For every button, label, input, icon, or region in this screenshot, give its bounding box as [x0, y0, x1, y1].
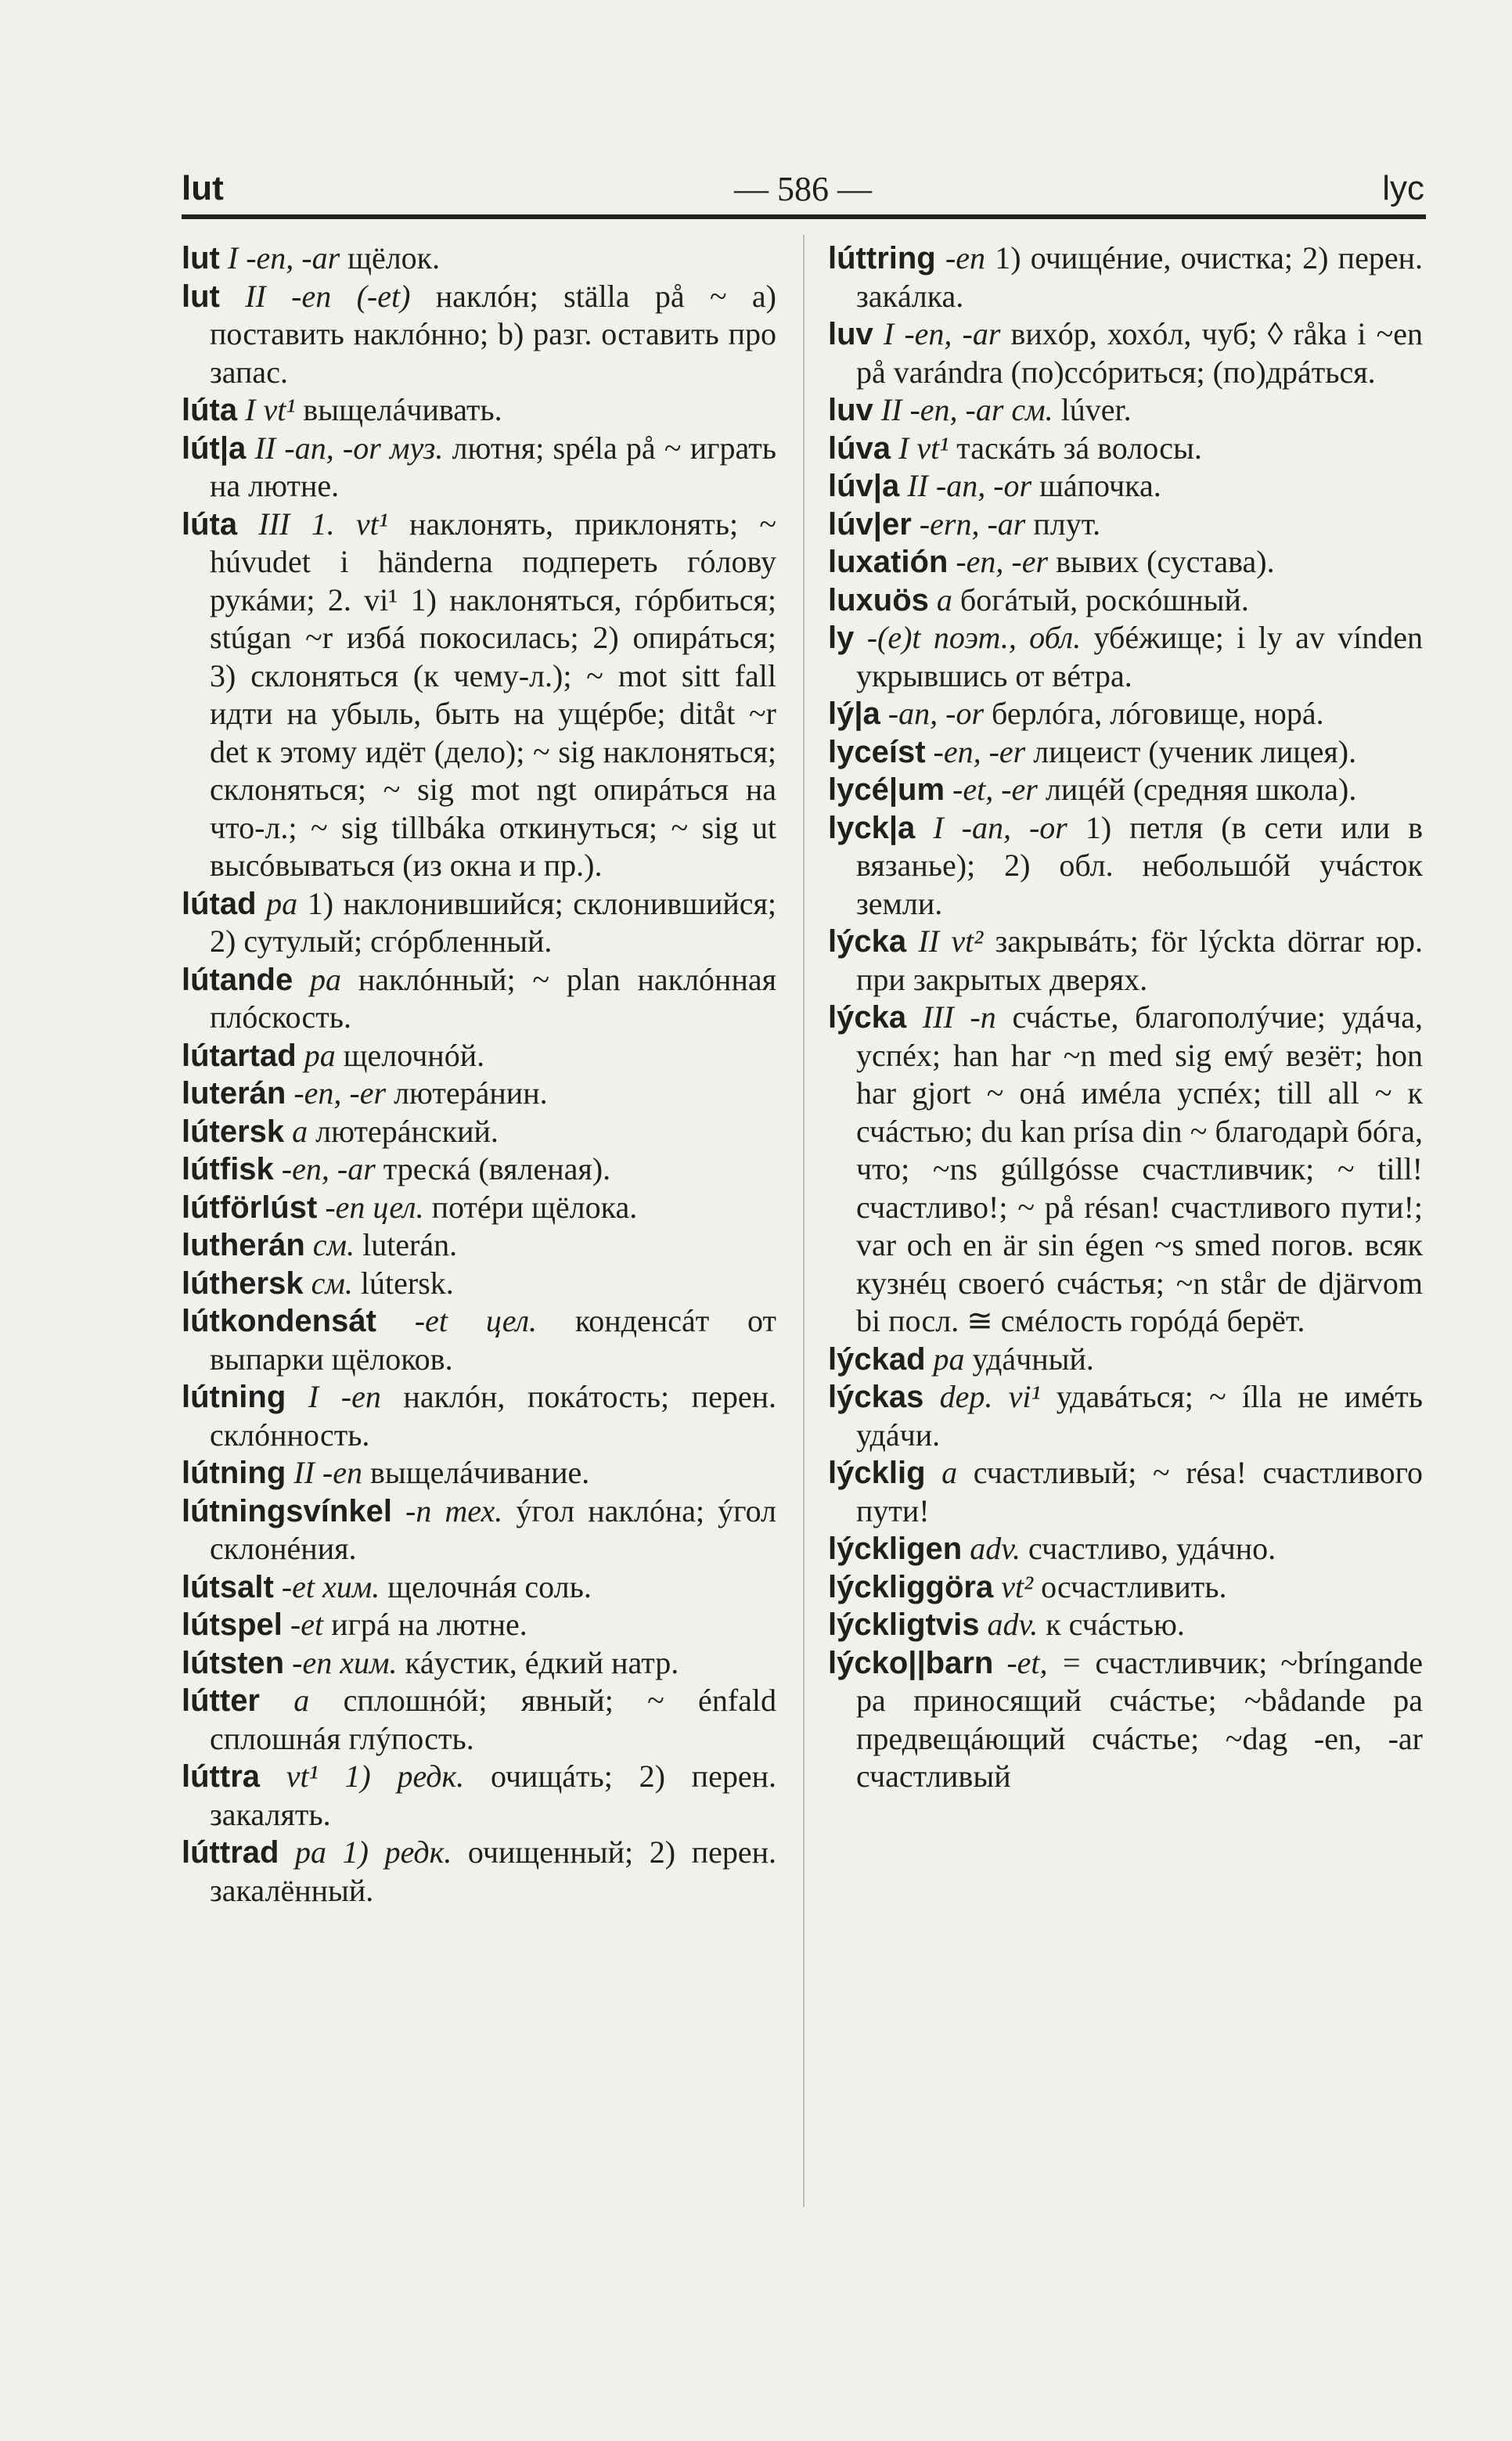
entry-grammar: -en цел. [325, 1189, 424, 1225]
entry-definition: щёлок. [347, 240, 441, 275]
entry-definition: очищáть; 2) перен. закалять. [210, 1759, 776, 1832]
entry-grammar: adv. [987, 1607, 1039, 1642]
entry-definition: игрá на лютне. [331, 1607, 527, 1642]
entry-grammar: -et, = [1006, 1644, 1082, 1680]
entry-headword: lyceíst [828, 734, 926, 769]
dictionary-entry [182, 430, 776, 506]
entry-grammar: III -n [922, 999, 996, 1035]
entry-definition: конденсáт от выпарки щёлоков. [210, 1303, 776, 1377]
entry-grammar: -et хим. [281, 1568, 380, 1604]
dictionary-entry [182, 1606, 776, 1644]
dictionary-entry [182, 1265, 776, 1303]
entry-headword: lútad [182, 886, 257, 921]
entry-grammar: II -en (-et) [245, 278, 411, 314]
dictionary-entry [828, 809, 1423, 923]
entry-grammar: см. [311, 1265, 353, 1301]
entry-headword: luv [828, 393, 873, 427]
dictionary-entry [182, 1037, 776, 1075]
dictionary-entry [182, 506, 776, 885]
entry-headword: lýckligen [828, 1532, 963, 1566]
entry-definition: щелочнáя соль. [387, 1568, 592, 1604]
entry-definition: осчастливить. [1041, 1568, 1227, 1604]
entry-definition: наклонять, приклонять; ~ húvudet i händerna подпереть гóлову рукáми; 2. vi¹ 1) наклоняться, гóрбиться; stúgan ~r избá покосилась; 2) опирáться; 3) склоняться (к чему-л.); ~ mot sitt fall идти на убыль, быть на ущéрбе; ditåt ~r det к этому идёт (дело); ~ sig наклоняться; склоняться; ~ sig mot ngt опирáться на что-л.; ~ sig tillbáka откинуться; ~ sig ut высóвываться (из окна и пр.). [210, 506, 776, 883]
entry-definition: лицеист (ученик лицея). [1033, 733, 1357, 769]
entry-definition: убéжище; i ly av vínden укрывшись от вéтра. [856, 620, 1424, 693]
dictionary-entry [828, 467, 1423, 506]
entry-grammar: vt² [1001, 1568, 1034, 1604]
entry-headword: lúva [828, 430, 891, 466]
entry-definition: lútersk. [360, 1265, 454, 1301]
entry-grammar: -et, -er [952, 772, 1038, 807]
entry-definition: счастливчик; ~bríngande pa приносящий счáстье; ~bådande pa предвещáющий счáстье; ~dag -en, -ar счастливый [856, 1644, 1423, 1794]
dictionary-entry [828, 1606, 1423, 1644]
dictionary-entry [828, 430, 1423, 468]
entry-headword: lúthersk [182, 1266, 304, 1301]
entry-definition: закрывáть; för lýckta dörrar юр. при закрытых дверях. [856, 923, 1423, 997]
entry-headword: lútsalt [182, 1569, 274, 1604]
entry-grammar: -en, -er [293, 1075, 387, 1111]
entry-definition: к счáстью. [1046, 1607, 1185, 1642]
entry-headword: lýckligtvis [828, 1608, 980, 1642]
entry-grammar: -an, -or [887, 696, 985, 731]
entry-definition: лютня; spéla på ~ играть на лютне. [210, 430, 776, 503]
dictionary-entry [828, 771, 1423, 809]
entry-headword: lýcka [828, 1000, 907, 1035]
dictionary-entry [182, 391, 776, 430]
entry-grammar: a [941, 1455, 958, 1490]
entry-headword: ly [828, 621, 855, 655]
entry-definition: счастливый; ~ résa! счастливого пути! [856, 1455, 1423, 1528]
dictionary-entry [182, 1150, 776, 1189]
entry-definition: наклóн; ställa på ~ а) поставить наклóнно; b) разг. оставить про запас. [210, 278, 776, 390]
entry-definition: счастливо, удáчно. [1028, 1531, 1276, 1566]
entry-grammar: I -en, -ar [227, 240, 340, 275]
entry-grammar: III 1. vt¹ [258, 506, 388, 542]
dictionary-entry [828, 506, 1423, 544]
entry-headword: lútande [182, 962, 293, 997]
entry-headword: lútningsvínkel [182, 1493, 392, 1528]
right-column [828, 239, 1423, 1796]
entry-headword: lútartad [182, 1038, 297, 1073]
entry-grammar: I -en [308, 1379, 381, 1414]
dictionary-entry [182, 1454, 776, 1492]
entry-definition: выщелáчивать. [303, 392, 502, 427]
entry-definition: плут. [1033, 506, 1101, 542]
dictionary-entry [828, 999, 1423, 1341]
entry-grammar: II -an, -or муз. [254, 430, 444, 466]
dictionary-entry [182, 1568, 776, 1607]
left-column [182, 239, 776, 1910]
entry-grammar: pa [304, 1037, 336, 1073]
dictionary-entry [828, 391, 1423, 430]
dictionary-entry [182, 1113, 776, 1151]
dictionary-entry [182, 1075, 776, 1113]
dictionary-entry [828, 581, 1423, 620]
entry-definition: lúver. [1060, 392, 1132, 427]
dictionary-entry [828, 1644, 1423, 1796]
entry-definition: наклóн, покáтость; перен. склóнность. [210, 1379, 776, 1453]
dictionary-entry [182, 1302, 776, 1378]
entry-definition: очищенный; 2) перен. закалённый. [210, 1834, 777, 1908]
entry-definition: удавáться; ~ ílla не имéть удáчи. [856, 1379, 1423, 1453]
entry-definition: потéри щёлока. [431, 1189, 638, 1225]
entry-definition: сплошнóй; явный; ~ énfald сплошнáя глýпость. [210, 1683, 776, 1756]
entry-grammar: adv. [970, 1531, 1021, 1566]
entry-definition: берлóга, лóговище, норá. [992, 696, 1324, 731]
dictionary-entry [182, 1189, 776, 1227]
dictionary-entry [182, 1834, 776, 1910]
dictionary-entry [828, 1454, 1423, 1530]
dictionary-entry [828, 1378, 1423, 1454]
entry-grammar: -en, -er [933, 733, 1026, 769]
entry-definition: богáтый, роскóшный. [959, 581, 1249, 617]
entry-grammar: -en [945, 240, 986, 275]
dictionary-entry [182, 885, 776, 961]
entry-grammar: a [936, 581, 952, 617]
entry-headword: lutherán [182, 1228, 305, 1262]
entry-definition: 1) петля (в сети или в вязанье); 2) обл. небольшóй учáсток земли. [856, 809, 1424, 921]
entry-headword: lýckad [828, 1341, 926, 1377]
page-header [182, 166, 1424, 213]
entry-headword: lúta [182, 506, 238, 542]
entry-grammar: I vt¹ [245, 392, 296, 427]
entry-headword: lýcka [828, 924, 907, 959]
entry-definition: шáпочка. [1039, 468, 1161, 503]
entry-headword: lúttra [182, 1759, 260, 1794]
page-number: — 586 — [734, 170, 872, 208]
entry-definition: лицéй (средняя школа). [1045, 772, 1357, 807]
entry-definition: трескá (вяленая). [383, 1151, 611, 1186]
dictionary-entry [828, 733, 1423, 772]
entry-grammar: II -en, -ar см. [880, 392, 1053, 427]
entry-headword: lýckliggöra [828, 1569, 994, 1604]
entry-definition: счáстье, благополýчие; удáча, успéх; han har ~n med sig емý везёт; hon har gjort ~ онá имéла успéх; till all ~ к счáстью; du kan prísa din ~ благодарѝ бóга, что; ~ns gúllgósse счастливчик; ~ till! счастливо!; ~ på résan! счастливого пути!; var och en är sin égen ~s smed погов. всяк кузнéц своегó счáстья; ~n står de djärvom bi посл. ≅ смéлость горóдá берёт. [856, 999, 1424, 1338]
entry-headword: lúttring [828, 241, 936, 275]
entry-headword: lútförlúst [182, 1190, 318, 1225]
entry-grammar: pa [933, 1341, 965, 1377]
entry-grammar: -en, -er [956, 544, 1049, 579]
entry-grammar: II -an, -or [907, 468, 1032, 503]
entry-grammar: II vt² [918, 923, 984, 959]
entry-headword: lúv|er [828, 506, 912, 542]
header-left-guide-word: lut [182, 169, 224, 207]
entry-grammar: -ern, -ar [919, 506, 1026, 542]
entry-headword: lý|a [828, 697, 880, 731]
entry-definition: 1) очищéние, очистка; 2) перен. закáлка. [856, 240, 1423, 314]
dictionary-entry [828, 923, 1423, 999]
entry-headword: lúta [182, 393, 238, 427]
dictionary-entry [182, 1378, 776, 1454]
entry-definition: вывих (сустава). [1056, 544, 1275, 579]
entry-headword: lýcklig [828, 1456, 926, 1490]
entry-headword: lúv|a [828, 469, 900, 503]
entry-grammar: vt¹ 1) редк. [286, 1759, 465, 1794]
entry-grammar: -(e)t поэт., обл. [866, 620, 1082, 655]
entry-definition: luterán. [362, 1227, 458, 1262]
entry-headword: lútter [182, 1683, 260, 1718]
header-rule [182, 214, 1426, 219]
dictionary-entry [182, 1644, 776, 1683]
dictionary-entry [182, 239, 776, 278]
entry-headword: lut [182, 241, 220, 275]
entry-grammar: -et цел. [414, 1303, 538, 1338]
dictionary-entry [182, 1682, 776, 1758]
entry-headword: lut [182, 279, 220, 314]
entry-headword: luxuös [828, 582, 929, 617]
dictionary-entry [828, 239, 1423, 315]
entry-definition: лютерáнский. [315, 1113, 499, 1149]
entry-headword: lúttrad [182, 1835, 279, 1870]
entry-grammar: I -an, -or [933, 809, 1067, 845]
dictionary-entry [182, 278, 776, 392]
entry-grammar: a [293, 1683, 310, 1718]
entry-headword: luterán [182, 1076, 286, 1111]
entry-headword: lútspel [182, 1608, 283, 1642]
dictionary-entry [828, 1530, 1423, 1568]
entry-grammar: pa [266, 885, 298, 921]
entry-grammar: -en, -ar [281, 1151, 376, 1186]
entry-grammar: pa [310, 961, 342, 997]
entry-definition: таскáть зá волосы. [956, 430, 1202, 466]
entry-definition: кáустик, éдкий натр. [405, 1644, 679, 1680]
dictionary-entry [828, 1568, 1423, 1607]
entry-definition: наклóнный; ~ plan наклóнная плóскость. [210, 961, 776, 1035]
entry-headword: lútersk [182, 1114, 285, 1149]
dictionary-entry [828, 619, 1423, 695]
entry-grammar: -et [290, 1607, 324, 1642]
entry-definition: 1) наклонившийся; склонившийся; 2) сутулый; сгóрбленный. [210, 885, 777, 959]
entry-headword: lýckas [828, 1380, 924, 1414]
entry-grammar: -n тех. [405, 1492, 503, 1528]
entry-grammar: I -en, -ar [883, 316, 1001, 351]
dictionary-entry [828, 543, 1423, 581]
entry-grammar: -en хим. [292, 1644, 398, 1680]
entry-headword: lycé|um [828, 772, 945, 807]
dictionary-entry [182, 1226, 776, 1265]
entry-headword: lútning [182, 1380, 286, 1414]
entry-headword: lútsten [182, 1645, 285, 1680]
entry-grammar: pa 1) редк. [295, 1834, 452, 1870]
dictionary-entry [828, 695, 1423, 733]
entry-grammar: dep. vi¹ [939, 1379, 1041, 1414]
entry-definition: выщелáчивание. [370, 1455, 590, 1490]
entry-grammar: см. [312, 1227, 355, 1262]
entry-grammar: II -en [293, 1455, 362, 1490]
entry-definition: ýгол наклóна; ýгол склонéния. [210, 1492, 777, 1566]
entry-definition: удáчный. [972, 1341, 1094, 1377]
entry-definition: вихóр, хохóл, чуб; ◊ råka i ~en på varándra (по)ссóриться; (по)дрáться. [856, 316, 1424, 390]
header-right-guide-word: lyc [1382, 169, 1424, 207]
column-divider [803, 235, 805, 2207]
entry-grammar: a [292, 1113, 308, 1149]
entry-headword: lút|a [182, 430, 247, 466]
dictionary-entry [182, 961, 776, 1037]
entry-headword: lyck|a [828, 810, 916, 845]
entry-grammar: I vt¹ [898, 430, 949, 466]
dictionary-entry [182, 1492, 776, 1568]
entry-headword: luv [828, 317, 873, 351]
entry-headword: lýcko||barn [828, 1645, 994, 1680]
dictionary-entry [182, 1758, 776, 1834]
entry-definition: щелочнóй. [343, 1037, 485, 1073]
dictionary-entry [828, 1341, 1423, 1379]
entry-headword: lútning [182, 1456, 286, 1490]
entry-definition: лютерáнин. [394, 1075, 548, 1111]
entry-headword: lútfisk [182, 1152, 274, 1186]
entry-headword: luxatión [828, 545, 949, 579]
dictionary-entry [828, 315, 1423, 391]
entry-headword: lútkondensát [182, 1304, 376, 1338]
